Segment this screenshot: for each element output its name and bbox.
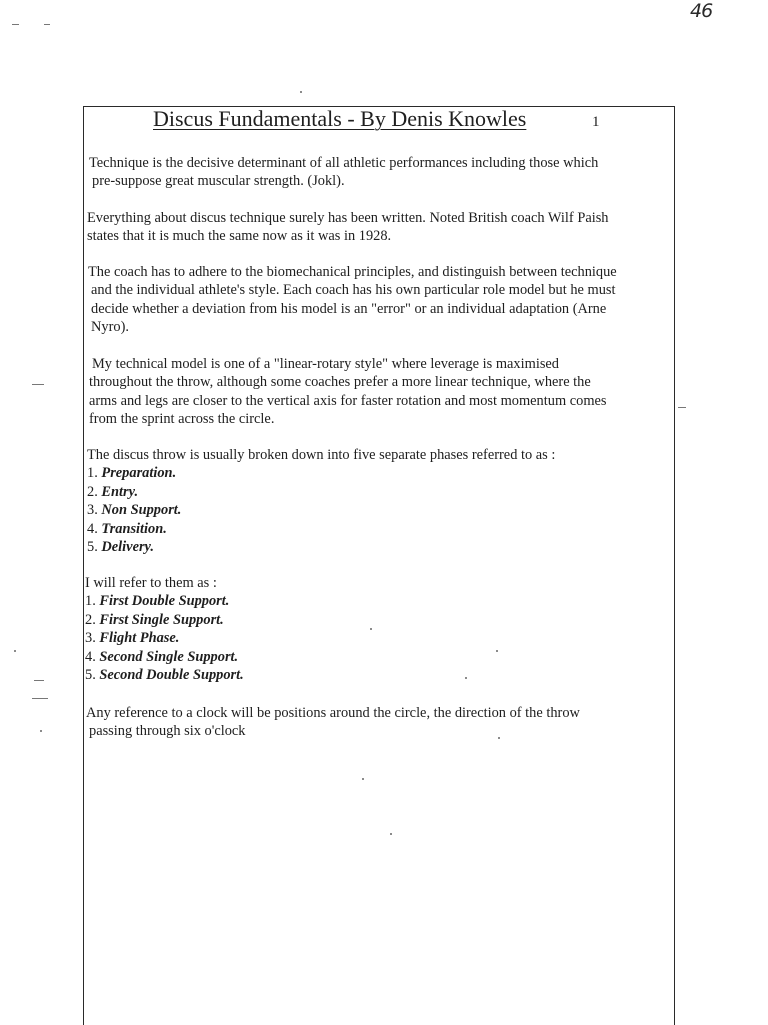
list-item — [85, 666, 244, 684]
paragraph-line: The coach has to adhere to the biomechanical principles, and distinguish between technique — [88, 264, 617, 280]
list-item — [85, 611, 244, 629]
paragraph-line: My technical model is one of a "linear-rotary style" where leverage is maximised — [92, 356, 559, 372]
scan-speck — [32, 384, 44, 385]
paragraph-line: Technique is the decisive determinant of all athletic performances including those which — [89, 155, 599, 171]
phases-section — [87, 446, 555, 556]
list-item — [87, 520, 555, 538]
list-number: 2. — [85, 611, 96, 628]
list-number: 3. — [87, 502, 98, 519]
support-phases-section — [85, 574, 244, 684]
paragraph-line: passing through six o'clock — [89, 723, 246, 740]
list-number: 1. — [85, 593, 96, 610]
list-number: 4. — [87, 520, 98, 537]
phase-name: First Double Support. — [99, 593, 230, 610]
list-item — [87, 464, 555, 482]
paragraph-line: Any reference to a clock will be positions around the circle, the direction of the throw — [86, 705, 580, 721]
paragraph-line: Nyro). — [91, 319, 129, 336]
paragraph-line: pre-suppose great muscular strength. (Jokl). — [92, 173, 345, 190]
scan-speck — [44, 24, 50, 25]
paragraph-line: from the sprint across the circle. — [89, 411, 275, 428]
phase-name: First Single Support. — [99, 611, 224, 628]
phase-name: Non Support. — [101, 502, 182, 519]
list-item — [87, 483, 555, 501]
list-item — [85, 629, 244, 647]
scan-speck — [34, 680, 44, 681]
paragraph-2 — [87, 209, 609, 246]
phase-name: Entry. — [101, 483, 139, 500]
phase-name: Delivery. — [101, 539, 155, 556]
scan-speck — [678, 407, 686, 408]
scan-speck — [14, 650, 16, 652]
paragraph-line: states that it is much the same now as it was in 1928. — [87, 228, 392, 245]
paragraph-line: throughout the throw, although some coaches prefer a more linear technique, where the — [89, 374, 591, 391]
list-number: 3. — [85, 630, 96, 647]
handwritten-page-number: 46 — [690, 0, 713, 22]
list-number: 4. — [85, 648, 96, 665]
list-item — [85, 648, 244, 666]
paragraph-line: Everything about discus technique surely has been written. Noted British coach Wilf Paish — [87, 210, 609, 226]
scan-speck — [32, 698, 48, 699]
paragraph-line: arms and legs are closer to the vertical axis for faster rotation and most momentum comes — [89, 392, 607, 409]
scan-speck — [40, 730, 42, 732]
list-item — [85, 592, 244, 610]
list-number: 5. — [87, 539, 98, 556]
list-number: 5. — [85, 667, 96, 684]
phase-name: Second Single Support. — [99, 648, 239, 665]
paragraph-3 — [88, 263, 617, 337]
scan-speck — [12, 24, 19, 25]
phases-intro: The discus throw is usually broken down into five separate phases referred to as : — [87, 447, 556, 463]
list-item — [87, 501, 555, 519]
paragraph-line: decide whether a deviation from his model is an "error" or an individual adaptation (Arne — [91, 300, 607, 317]
scan-speck — [300, 91, 302, 93]
paragraph-7 — [86, 704, 580, 741]
page-number: 1 — [592, 114, 600, 130]
phase-name: Preparation. — [101, 465, 177, 482]
phase-name: Second Double Support. — [99, 667, 244, 684]
phase-name: Flight Phase. — [99, 630, 180, 647]
paragraph-line: and the individual athlete's style. Each coach has his own particular role model but he must — [91, 282, 616, 299]
list-item — [87, 538, 555, 556]
list-number: 1. — [87, 465, 98, 482]
list-number: 2. — [87, 483, 98, 500]
paragraph-1 — [89, 154, 598, 191]
paragraph-4 — [89, 355, 607, 429]
document-title: Discus Fundamentals - By Denis Knowles — [153, 106, 527, 131]
support-intro: I will refer to them as : — [85, 575, 217, 591]
phase-name: Transition. — [101, 520, 167, 537]
